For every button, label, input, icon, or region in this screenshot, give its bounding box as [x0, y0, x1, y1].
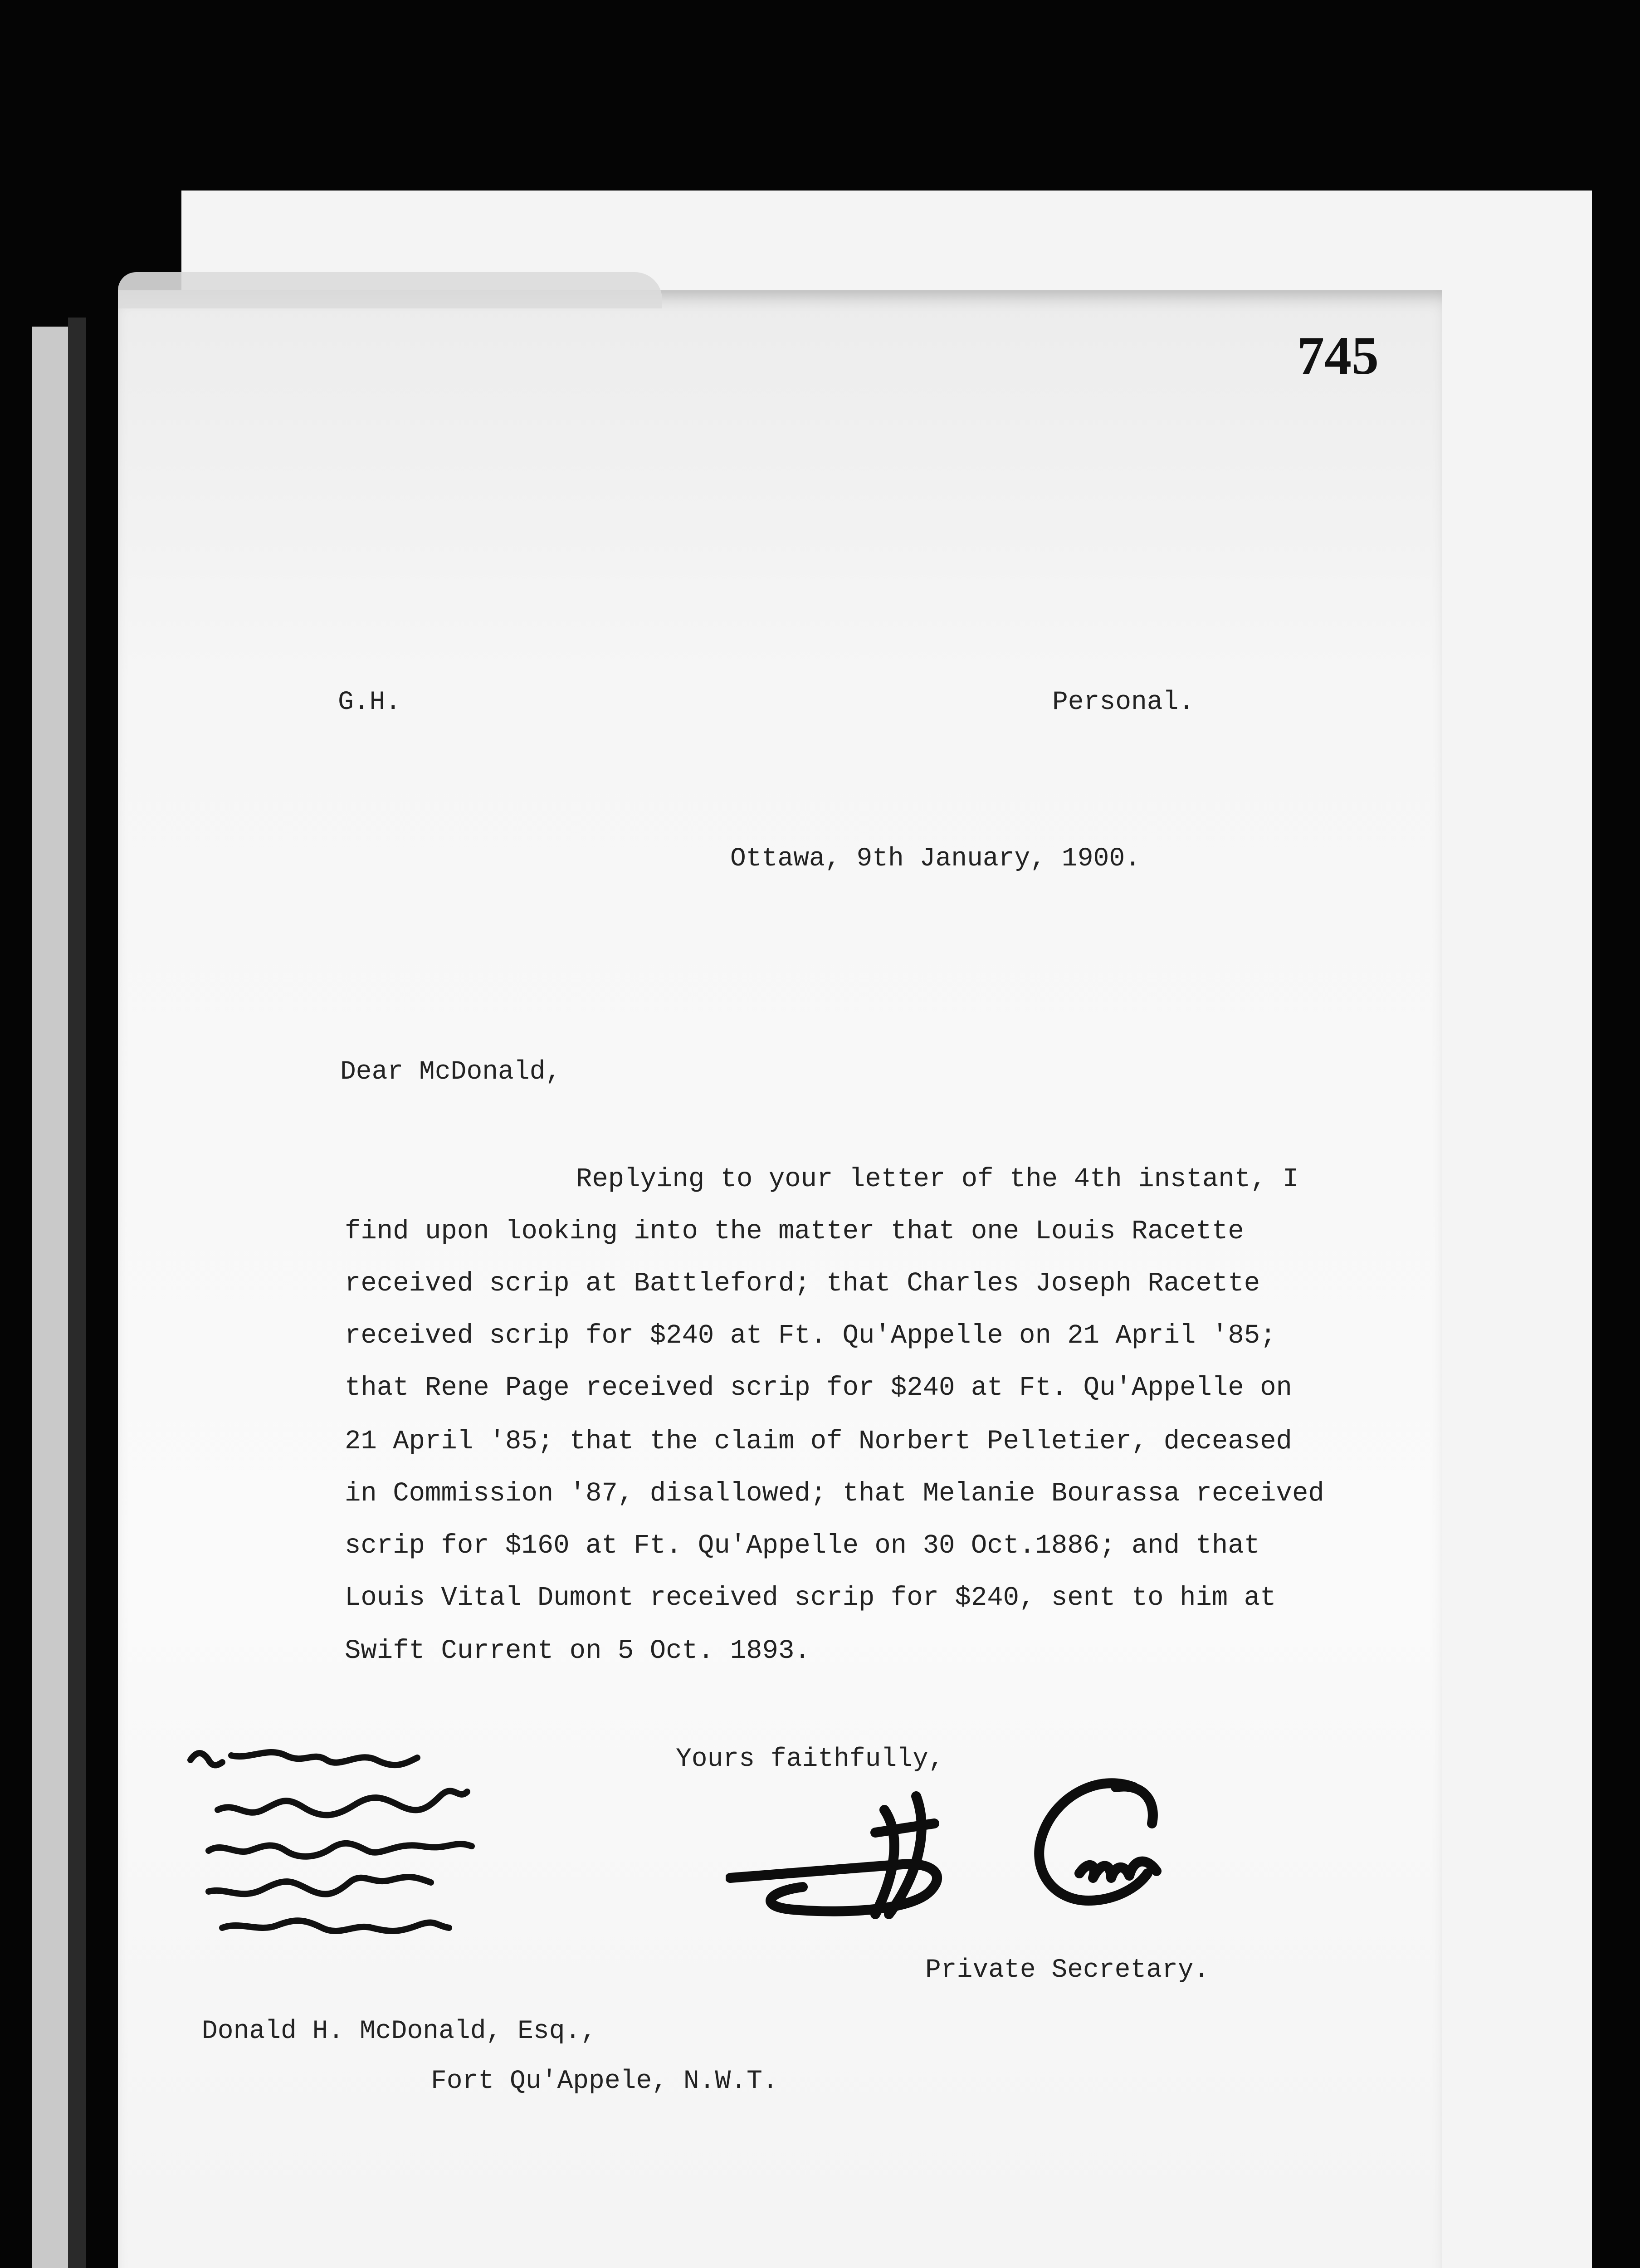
film-edge: [32, 327, 68, 2268]
handwritten-postscript: [181, 1742, 748, 1960]
body-line: Replying to your letter of the 4th instant, I: [576, 1164, 1299, 1194]
body-line: received scrip at Battleford; that Charles Joseph Racette: [345, 1268, 1260, 1299]
torn-paper-edge: [118, 272, 662, 308]
header-marking: Personal.: [1052, 688, 1195, 717]
body-line: Swift Current on 5 Oct. 1893.: [345, 1636, 810, 1666]
signature: [726, 1769, 1206, 1950]
page-number: 745: [1297, 325, 1379, 386]
film-edge-shadow: [68, 318, 86, 2268]
salutation: Dear McDonald,: [340, 1057, 561, 1087]
signature-title: Private Secretary.: [925, 1955, 1210, 1985]
header-initials: G.H.: [338, 688, 401, 717]
body-line: 21 April '85; that the claim of Norbert Pelletier, deceased: [345, 1426, 1292, 1457]
addressee-place: Fort Qu'Appele, N.W.T.: [431, 2067, 778, 2096]
body-line: that Rene Page received scrip for $240 at Ft. Qu'Appelle on: [345, 1373, 1292, 1403]
body-line: received scrip for $240 at Ft. Qu'Appelle on 21 April '85;: [345, 1320, 1276, 1351]
closing: Yours faithfully,: [676, 1745, 944, 1774]
body-line: Louis Vital Dumont received scrip for $240, sent to him at: [345, 1583, 1276, 1613]
dateline: Ottawa, 9th January, 1900.: [730, 844, 1141, 874]
addressee-name: Donald H. McDonald, Esq.,: [202, 2017, 597, 2046]
body-line: find upon looking into the matter that one Louis Racette: [345, 1216, 1244, 1246]
body-line: in Commission '87, disallowed; that Melanie Bourassa received: [345, 1478, 1324, 1509]
body-line: scrip for $160 at Ft. Qu'Appelle on 30 Oct.1886; and that: [345, 1530, 1260, 1561]
